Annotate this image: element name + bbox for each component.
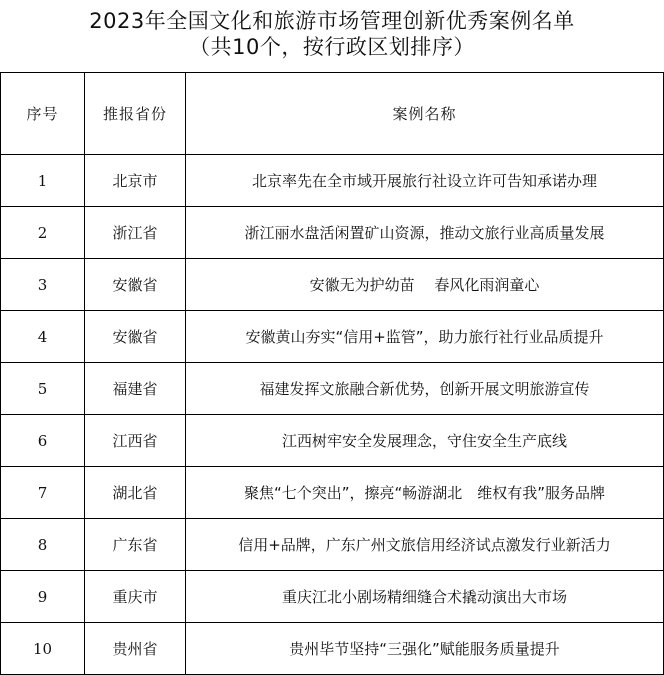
row-province: 安徽省 (85, 259, 186, 311)
row-province: 浙江省 (85, 207, 186, 259)
header-no: 序号 (1, 73, 85, 155)
row-no: 3 (1, 259, 85, 311)
row-case-name: 聚焦“七个突出”，擦亮“畅游湖北 维权有我”服务品牌 (186, 467, 664, 519)
table-row (1, 415, 664, 467)
row-case-name: 江西树牢安全发展理念，守住安全生产底线 (186, 415, 664, 467)
row-province: 广东省 (85, 519, 186, 571)
row-case-name: 贵州毕节坚持“三强化”赋能服务质量提升 (186, 623, 664, 675)
row-no: 9 (1, 571, 85, 623)
row-province: 安徽省 (85, 311, 186, 363)
table-row (1, 519, 664, 571)
table-row (1, 259, 664, 311)
row-province: 重庆市 (85, 571, 186, 623)
row-case-name: 浙江丽水盘活闲置矿山资源，推动文旅行业高质量发展 (186, 207, 664, 259)
row-case-name: 安徽无为护幼苗 春风化雨润童心 (186, 259, 664, 311)
table-row (1, 155, 664, 207)
table-row (1, 207, 664, 259)
row-case-name: 安徽黄山夯实“信用+监管”，助力旅行社行业品质提升 (186, 311, 664, 363)
document-subtitle: （共10个，按行政区划排序） (189, 35, 475, 59)
document-title: 2023年全国文化和旅游市场管理创新优秀案例名单 (89, 9, 575, 33)
row-province: 北京市 (85, 155, 186, 207)
table-row (1, 571, 664, 623)
row-case-name: 重庆江北小剧场精细缝合术撬动演出大市场 (186, 571, 664, 623)
row-no: 4 (1, 311, 85, 363)
table-row (1, 363, 664, 415)
table-row (1, 623, 664, 675)
row-no: 2 (1, 207, 85, 259)
row-no: 8 (1, 519, 85, 571)
row-no: 5 (1, 363, 85, 415)
row-province: 贵州省 (85, 623, 186, 675)
header-province: 推报省份 (85, 73, 186, 155)
row-province: 江西省 (85, 415, 186, 467)
table-header-row (1, 73, 664, 155)
row-case-name: 信用+品牌，广东广州文旅信用经济试点激发行业新活力 (186, 519, 664, 571)
row-no: 1 (1, 155, 85, 207)
case-table (0, 72, 664, 675)
row-province: 湖北省 (85, 467, 186, 519)
row-no: 7 (1, 467, 85, 519)
row-no: 10 (1, 623, 85, 675)
row-case-name: 北京率先在全市域开展旅行社设立许可告知承诺办理 (186, 155, 664, 207)
table-row (1, 311, 664, 363)
row-case-name: 福建发挥文旅融合新优势，创新开展文明旅游宣传 (186, 363, 664, 415)
table-row (1, 467, 664, 519)
header-case-name: 案例名称 (186, 73, 664, 155)
title-block (0, 0, 664, 73)
row-province: 福建省 (85, 363, 186, 415)
row-no: 6 (1, 415, 85, 467)
